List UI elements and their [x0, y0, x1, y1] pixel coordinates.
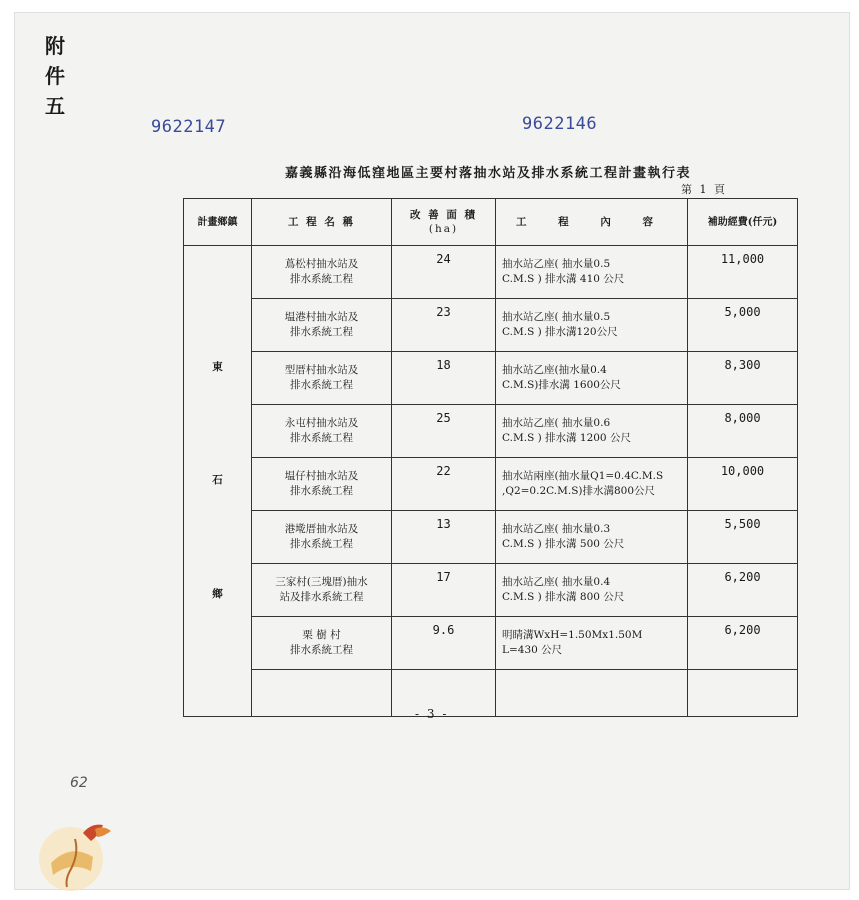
content-cell [496, 511, 688, 564]
project-name-cell [252, 246, 392, 299]
document-title: 嘉義縣沿海低窪地區主要村落抽水站及排水系統工程計畫執行表 [285, 166, 692, 181]
doc-number-left: 9622147 [151, 117, 227, 137]
content-cell-line: 抽水站乙座(抽水量0.4 [502, 364, 607, 376]
project-name-cell-line: 型厝村抽水站及 [284, 364, 359, 376]
content-cell-line: ,Q2=0.2C.M.S)排水溝800公尺 [502, 485, 656, 497]
project-name-cell [252, 458, 392, 511]
content-cell-line: 抽水站乙座( 抽水量0.4 [502, 576, 611, 588]
content-cell-line: C.M.S ) 排水溝 800 公尺 [502, 591, 625, 603]
area-cell: 13 [392, 511, 496, 564]
table-header-row [184, 199, 798, 246]
area-cell: 18 [392, 352, 496, 405]
table-row [184, 246, 798, 299]
content-cell-line: 抽水站乙座( 抽水量0.5 [502, 258, 611, 270]
content-cell [496, 458, 688, 511]
area-cell: 23 [392, 299, 496, 352]
project-name-cell-line: 站及排水系統工程 [279, 591, 364, 603]
project-name-cell-line: 港墘厝抽水站及 [284, 523, 359, 535]
project-name-cell [252, 352, 392, 405]
budget-cell: 10,000 [688, 458, 798, 511]
content-cell-line: 抽水站兩座(抽水量Q1=0.4C.M.S [502, 470, 664, 482]
content-cell [496, 246, 688, 299]
county-char: 石 [212, 474, 223, 487]
budget-cell: 11,000 [688, 246, 798, 299]
attachment-char: 附 [45, 34, 65, 58]
project-name-cell-line: 排水系統工程 [290, 538, 353, 550]
content-cell-line: C.M.S ) 排水溝 1200 公尺 [502, 432, 631, 444]
budget-cell: 5,500 [688, 511, 798, 564]
project-name-cell-line: 排水系統工程 [290, 379, 353, 391]
project-name-cell-line: 三家村(三塊厝)抽水 [275, 576, 368, 588]
project-name-cell [252, 405, 392, 458]
budget-cell: 6,200 [688, 564, 798, 617]
project-name-cell-line: 排水系統工程 [290, 326, 353, 338]
project-name-cell-line: 蔦松村抽水站及 [284, 258, 359, 270]
content-cell-line: L=430 公尺 [502, 644, 563, 656]
header-county: 計畫鄉鎮 [184, 199, 252, 246]
county-cell [184, 246, 252, 717]
content-cell [496, 405, 688, 458]
county-char: 鄉 [212, 587, 223, 600]
content-cell [496, 299, 688, 352]
content-cell-line: C.M.S ) 排水溝 410 公尺 [502, 273, 625, 285]
content-cell-line: C.M.S ) 排水溝 500 公尺 [502, 538, 625, 550]
area-cell: 17 [392, 564, 496, 617]
area-cell: 24 [392, 246, 496, 299]
table-row [184, 405, 798, 458]
project-name-cell [252, 617, 392, 670]
area-cell: 22 [392, 458, 496, 511]
document-page [14, 12, 850, 890]
footer-page-number: - 3 - [415, 707, 449, 721]
content-cell-line: 抽水站乙座( 抽水量0.3 [502, 523, 611, 535]
content-cell-line: C.M.S)排水溝 1600公尺 [502, 379, 621, 391]
project-name-cell-line: 栗 樹 村 [302, 629, 341, 641]
header-budget: 補助經費(仟元) [688, 199, 798, 246]
content-cell-line: 明睛溝WxH=1.50Mx1.50M [502, 629, 643, 641]
project-name-cell-line: 排水系統工程 [290, 432, 353, 444]
handwritten-note: 62 [70, 775, 88, 791]
doc-number-right: 9622146 [522, 114, 598, 134]
project-name-cell [252, 564, 392, 617]
county-name [190, 311, 245, 651]
page-label: 第 1 頁 [681, 183, 727, 196]
table-row [184, 617, 798, 670]
table-row [184, 564, 798, 617]
budget-cell: 8,300 [688, 352, 798, 405]
content-cell-line: 抽水站乙座( 抽水量0.6 [502, 417, 611, 429]
county-char: 東 [212, 361, 223, 374]
project-name-cell-line: 排水系統工程 [290, 273, 353, 285]
content-cell-line: C.M.S ) 排水溝120公尺 [502, 326, 618, 338]
table-row-blank [184, 670, 798, 717]
project-name-cell [252, 299, 392, 352]
project-name-cell [252, 511, 392, 564]
project-name-cell-line: 永屯村抽水站及 [284, 417, 359, 429]
header-area-line1: 改 善 面 積 [410, 209, 477, 221]
attachment-label [41, 31, 69, 121]
content-cell [496, 617, 688, 670]
content-cell [496, 352, 688, 405]
project-name-cell-line: 塭港村抽水站及 [284, 311, 359, 323]
content-cell [496, 564, 688, 617]
table-row [184, 299, 798, 352]
project-name-cell-line: 排水系統工程 [290, 485, 353, 497]
archive-logo-icon [31, 813, 121, 895]
content-cell-line: 抽水站乙座( 抽水量0.5 [502, 311, 611, 323]
header-name: 工 程 名 稱 [252, 199, 392, 246]
area-cell: 9.6 [392, 617, 496, 670]
budget-cell: 8,000 [688, 405, 798, 458]
project-name-cell-line: 塭仔村抽水站及 [284, 470, 359, 482]
project-table [183, 198, 798, 717]
project-name-cell-line: 排水系統工程 [290, 644, 353, 656]
table-row [184, 352, 798, 405]
header-content: 工 程 內 容 [496, 199, 688, 246]
header-area [392, 199, 496, 246]
budget-cell: 5,000 [688, 299, 798, 352]
blank-cell [252, 670, 392, 717]
attachment-char: 五 [45, 94, 65, 118]
area-cell: 25 [392, 405, 496, 458]
header-area-line2: (ha) [428, 223, 459, 235]
attachment-char: 件 [45, 64, 65, 88]
budget-cell: 6,200 [688, 617, 798, 670]
blank-cell [496, 670, 688, 717]
blank-cell [688, 670, 798, 717]
table-row [184, 458, 798, 511]
table-row [184, 511, 798, 564]
